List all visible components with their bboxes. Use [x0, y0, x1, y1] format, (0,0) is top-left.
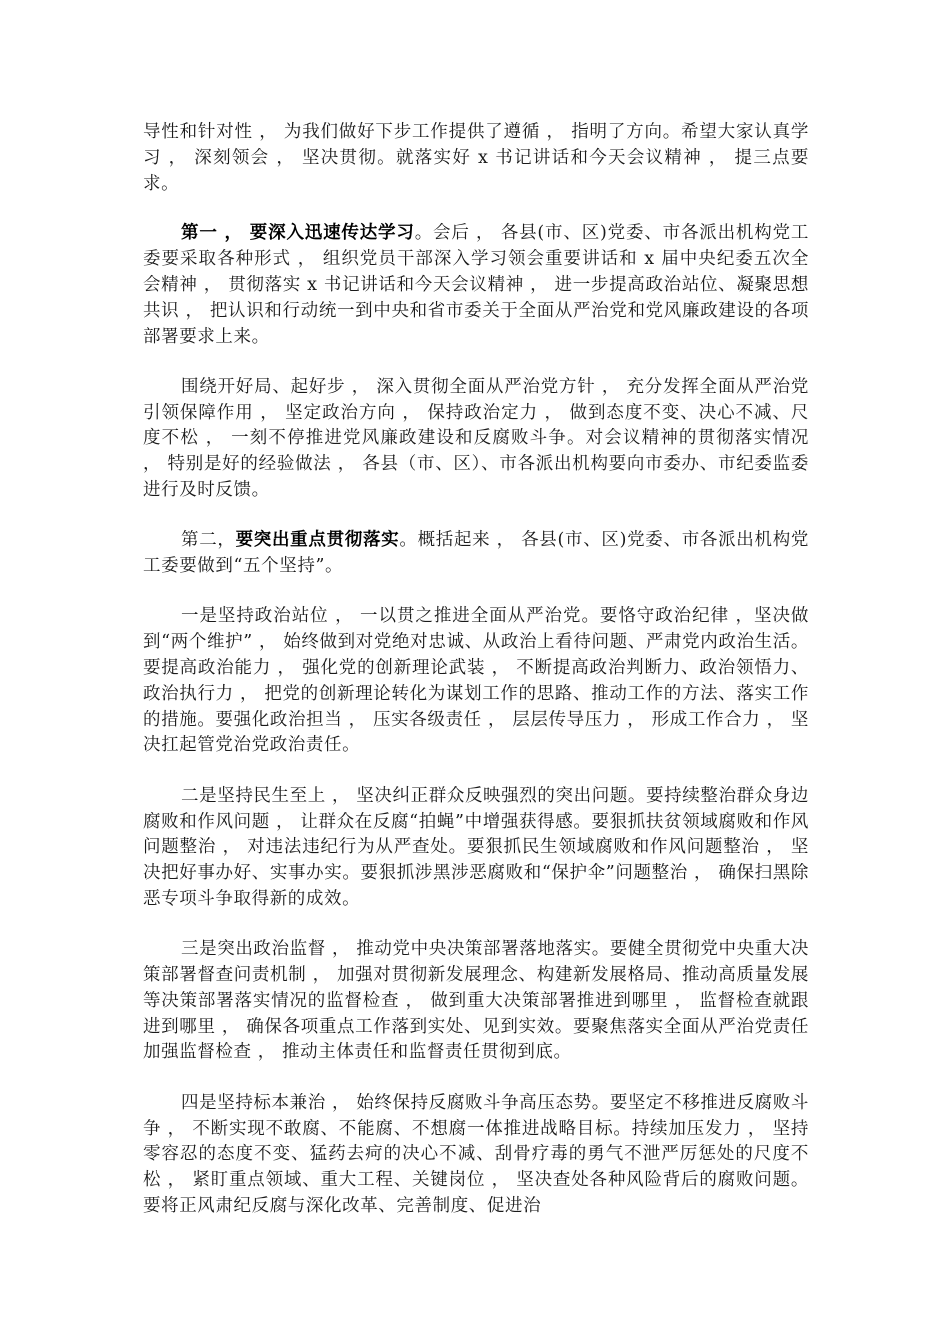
paragraph-text: 。概括起来 ， 各县(市、区)党委、市各派出机构党工委要做到“五个坚持”。 — [143, 530, 809, 577]
paragraph-text: 一是坚持政治站位 ， 一以贯之推进全面从严治党。要恪守政治纪律 ，坚决做到“两个维护” ， 始终做到对党绝对忠诚、从政治上看待问题、严肃党内政治生活。要提高政治能力 ， 强化党的创新理论武装 ， 不断提高政治判断力、政治领悟力、政治执行力 ， 把党的创新理论转化为谋划工作的思路、推动工作的方法、落实工作的措施。要强化政治担当 ， 压实各级责任 ， 层层传导压力 ， 形成工作合力 ， 坚决扛起管党治党政治责任。 — [143, 606, 809, 756]
paragraph-text: 。会后 ， 各县(市、区)党委、市各派出机构党工委要采取各种形式 ， 组织党员干部深入学习领会重要讲话和 x 届中央纪委五次全会精神 ， 贯彻落实 x 书记讲话和今天会议精神 ， 进一步提高政治站位、凝聚思想共识 ， 把认识和行动统一到中央和省市委关于全面从严治党和党风廉政建设的各项部署要求上来。 — [143, 223, 809, 347]
paragraph-text: 三是突出政治监督 ， 推动党中央决策部署落地落实。要健全贯彻党中央重大决策部署督查问责机制 ， 加强对贯彻新发展理念、构建新发展格局、推动高质量发展等决策部署落实情况的监督检查 ， 做到重大决策部署推进到哪里 ， 监督检查就跟进到哪里 ， 确保各项重点工作落到实处、见到实效。要聚焦落实全面从严治党责任加强监督检查 ， 推动主体责任和监督责任贯彻到底。 — [143, 939, 809, 1063]
paragraph-second-requirement — [143, 528, 809, 580]
bold-heading: 第一 ， 要深入迅速传达学习 — [181, 223, 415, 244]
paragraph-point-three — [143, 937, 809, 1066]
paragraph-point-two — [143, 784, 809, 913]
paragraph-text: 导性和针对性 ， 为我们做好下步工作提供了遵循 ， 指明了方向。希望大家认真学习 ， 深刻领会 ， 坚决贯彻。就落实好 x 书记讲话和今天会议精神 ， 提三点要求。 — [143, 122, 809, 194]
paragraph-prefix: 第二， — [181, 530, 236, 551]
paragraph-text: 二是坚持民生至上 ， 坚决纠正群众反映强烈的突出问题。要持续整治群众身边腐败和作风问题 ， 让群众在反腐“拍蝇”中增强获得感。要狠抓扶贫领域腐败和作风问题整治 ， 对违法违纪行为从严查处。要狠抓民生领域腐败和作风问题整治 ， 坚决把好事办好、实事办实。要狠抓涉黑涉恶腐败和“保护伞”问题整治 ， 确保扫黑除恶专项斗争取得新的成效。 — [143, 785, 809, 909]
paragraph-first-requirement — [143, 221, 809, 350]
paragraph-text: 四是坚持标本兼治 ， 始终保持反腐败斗争高压态势。要坚定不移推进反腐败斗争 ， 不断实现不敢腐、不能腐、不想腐一体推进战略目标。持续加压发力 ， 坚持零容忍的态度不变、猛药去疴的决心不减、刮骨疗毒的勇气不泄严厉惩处的尺度不松 ， 紧盯重点领域、重大工程、关键岗位 ， 坚决查处各种风险背后的腐败问题。要将正风肃纪反腐与深化改革、完善制度、促进治 — [143, 1092, 809, 1216]
bold-heading: 要突出重点贯彻落实 — [235, 530, 400, 551]
paragraph-point-four — [143, 1091, 809, 1220]
paragraph-text: 围绕开好局、起好步 ， 深入贯彻全面从严治党方针 ， 充分发挥全面从严治党引领保障作用 ， 坚定政治方向 ， 保持政治定力 ， 做到态度不变、决心不减、尺度不松 ， 一刻不停推进党风廉政建设和反腐败斗争。对会议精神的贯彻落实情况 ， 特别是好的经验做法 ， 各县（市、区）、市各派出机构要向市委办、市纪委监委进行及时反馈。 — [143, 376, 809, 501]
paragraph-point-one — [143, 604, 809, 759]
paragraph-intro — [143, 120, 809, 197]
document-body — [143, 120, 809, 1244]
paragraph-start-well — [143, 375, 809, 504]
